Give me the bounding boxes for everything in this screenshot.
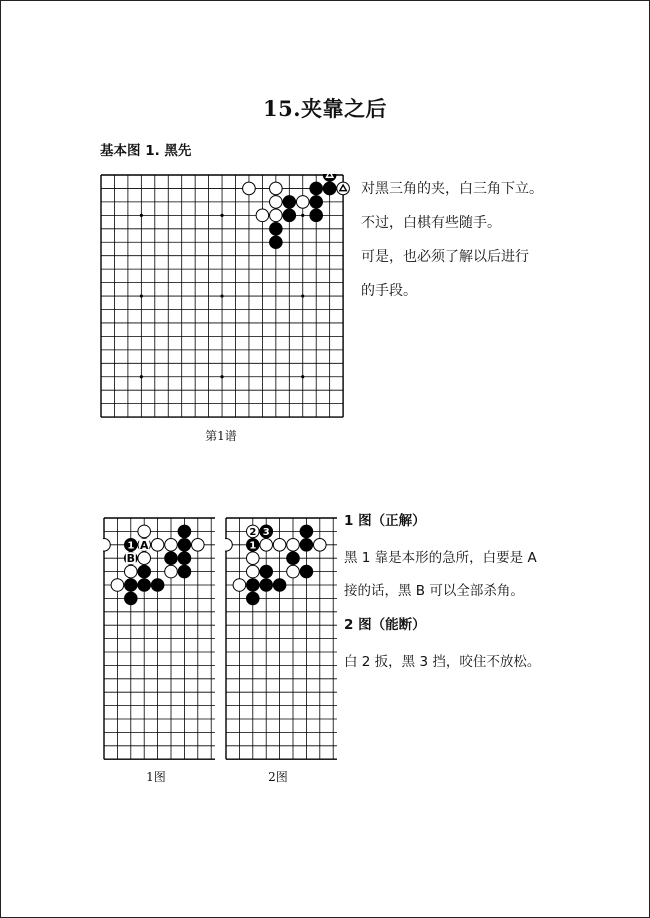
black-stone <box>165 552 178 565</box>
black-stone <box>273 579 286 592</box>
diagram-caption-main: 第1谱 <box>205 429 237 443</box>
black-stone <box>310 182 323 195</box>
go-board-diagram-1 <box>103 517 215 761</box>
white-stone <box>287 565 300 578</box>
black-stone <box>178 525 191 538</box>
black-stone <box>300 539 313 552</box>
go-board-diagram-2 <box>225 517 337 761</box>
black-stone <box>178 539 191 552</box>
white-stone <box>103 539 110 552</box>
white-stone <box>151 539 164 552</box>
hoshi-point <box>220 375 223 378</box>
black-stone <box>323 182 336 195</box>
black-stone <box>125 579 138 592</box>
black-stone <box>178 565 191 578</box>
black-stone <box>178 552 191 565</box>
black-stone <box>247 592 260 605</box>
white-stone <box>247 552 260 565</box>
white-stone <box>270 182 283 195</box>
description-line: 不过，白棋有些随手。 <box>361 215 501 231</box>
diagram-caption-2: 2图 <box>268 770 288 784</box>
white-stone <box>225 539 232 552</box>
white-stone <box>125 565 138 578</box>
black-stone <box>151 579 164 592</box>
black-stone <box>270 223 283 236</box>
hoshi-point <box>140 214 143 217</box>
white-stone <box>138 525 151 538</box>
black-stone <box>283 196 296 209</box>
hoshi-point <box>140 375 143 378</box>
black-stone <box>260 579 273 592</box>
black-stone <box>310 196 323 209</box>
black-stone <box>270 236 283 249</box>
white-stone <box>296 196 309 209</box>
hoshi-point <box>220 294 223 297</box>
hoshi-point <box>220 214 223 217</box>
solution-text-line: 白 2 扳，黑 3 挡，咬住不放松。 <box>344 654 541 670</box>
hoshi-point <box>301 294 304 297</box>
white-stone <box>243 182 256 195</box>
black-stone <box>138 579 151 592</box>
white-stone <box>192 539 205 552</box>
black-stone <box>300 565 313 578</box>
solution-heading-1: 1 图（正解） <box>344 513 426 529</box>
white-stone <box>260 539 273 552</box>
black-stone <box>125 592 138 605</box>
white-stone <box>256 209 269 222</box>
white-stone <box>165 565 178 578</box>
section-heading: 基本图 1. 黑先 <box>100 143 192 159</box>
hoshi-point <box>301 214 304 217</box>
black-stone <box>287 552 300 565</box>
point-label: B <box>126 552 135 566</box>
go-board-main <box>100 174 358 424</box>
hoshi-point <box>140 294 143 297</box>
page-title: 15.夹靠之后 <box>262 96 388 121</box>
white-stone <box>233 579 246 592</box>
solution-heading-2: 2 图（能断） <box>344 617 426 633</box>
description-line: 对黑三角的夹，白三角下立。 <box>361 181 543 197</box>
black-stone <box>300 525 313 538</box>
solution-text-line: 接的话，黑 B 可以全部杀角。 <box>344 583 524 599</box>
solution-text-line: 黑 1 靠是本形的急所，白要是 A <box>344 550 537 566</box>
black-stone <box>138 565 151 578</box>
black-stone <box>260 565 273 578</box>
hoshi-point <box>301 375 304 378</box>
diagram-caption-1: 1图 <box>146 770 166 784</box>
white-stone <box>270 196 283 209</box>
solutions <box>344 508 594 679</box>
white-stone <box>273 539 286 552</box>
move-number: 1 <box>249 540 257 552</box>
black-stone <box>247 579 260 592</box>
move-number: 3 <box>262 526 270 538</box>
description <box>361 172 591 308</box>
black-stone <box>310 209 323 222</box>
white-stone <box>165 539 178 552</box>
description-line: 的手段。 <box>361 283 417 299</box>
white-stone <box>287 539 300 552</box>
move-number: 2 <box>249 526 257 538</box>
description-line: 可是，也必须了解以后进行 <box>361 249 529 265</box>
white-stone <box>247 565 260 578</box>
white-stone <box>111 579 124 592</box>
move-number: 1 <box>127 540 135 552</box>
white-stone <box>138 552 151 565</box>
black-stone <box>283 209 296 222</box>
white-stone <box>314 539 327 552</box>
point-label: A <box>139 538 149 552</box>
white-stone <box>270 209 283 222</box>
